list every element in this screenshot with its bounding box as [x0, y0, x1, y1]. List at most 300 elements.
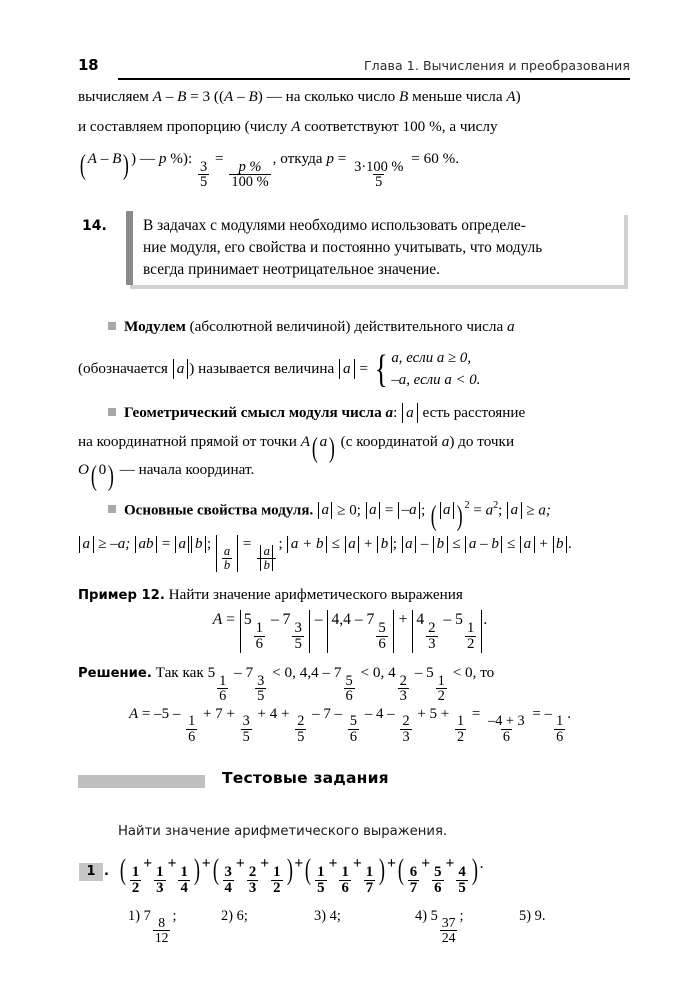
text-fragment: %): [166, 150, 196, 167]
numerator: 1 [131, 863, 140, 880]
abs-value-a [520, 536, 535, 553]
denominator: 7 [365, 879, 374, 896]
fraction [408, 865, 419, 897]
fraction [344, 674, 355, 705]
option-label: 4) [415, 908, 427, 924]
math-var-b: b [380, 536, 389, 552]
denominator: 2 [131, 879, 140, 896]
fraction-final [554, 714, 565, 744]
text-fragment: – [410, 664, 427, 681]
math-var-A: A [300, 433, 310, 450]
abs-value-b [191, 536, 206, 553]
task-number-dot: . [104, 864, 109, 879]
paren-close: ) [329, 431, 336, 464]
abs-value-a [402, 536, 417, 553]
abs-value-a-minus-b [465, 536, 502, 553]
callout-box [126, 211, 624, 285]
text-fragment: + 5 + [413, 706, 454, 722]
denominator: 4 [224, 879, 232, 896]
numerator: 1 [341, 863, 349, 880]
text-fragment: ; [421, 502, 430, 519]
denominator [257, 558, 276, 572]
math-var-A: A [212, 611, 223, 628]
numerator: 5 [345, 672, 353, 689]
paren-close: ) [379, 854, 386, 887]
abs-value-neg-a [398, 502, 420, 519]
task-expression [118, 855, 484, 896]
text-fragment: = [239, 536, 256, 552]
mixed-number [366, 611, 390, 652]
numerator: 3 [224, 863, 232, 880]
denominator: 4 [180, 879, 188, 896]
denominator: 6 [255, 635, 264, 652]
text-fragment: меньше числа [408, 88, 507, 105]
denominator: b [223, 557, 231, 572]
numerator: 1 [156, 863, 164, 880]
numerator: 1 [365, 863, 374, 880]
numerator: 5 [434, 863, 442, 880]
mixed-number [455, 611, 478, 652]
callout-text-line: всегда принимает неотрицательное значение. [143, 261, 440, 278]
denominator: 2 [466, 635, 475, 652]
text-fragment: (с координатой [336, 433, 442, 450]
integer-part: 5 [207, 664, 216, 681]
text-fragment: ; [206, 536, 215, 552]
text-fragment: – 7 – [308, 706, 346, 722]
text-fragment: . [568, 536, 572, 552]
math-var-a: a [405, 536, 413, 552]
denominator: 5 [458, 879, 466, 896]
properties-term: Основные свойства модуля. [124, 502, 314, 519]
option-integer: 4 [329, 908, 337, 924]
abs-value-b [433, 536, 448, 553]
math-var-B: B [248, 88, 258, 105]
paren-group: ) [108, 459, 114, 492]
paragraph-line-3 [78, 150, 459, 190]
denominator: 5 [297, 729, 305, 746]
denominator: 6 [378, 635, 386, 652]
mixed-number [333, 664, 357, 705]
text-fragment: ) — на сколько число [257, 88, 400, 105]
square-bullet-icon [108, 505, 116, 513]
math-var-b: b [263, 557, 270, 572]
denominator: 6 [345, 688, 353, 705]
math-var-a: a [263, 543, 270, 558]
text-fragment: – [310, 611, 327, 628]
numerator: 2 [248, 863, 257, 880]
math-var-a: a [441, 433, 450, 450]
denominator: 2 [273, 879, 281, 896]
numerator: 3 [294, 619, 302, 636]
abs-value-b [377, 536, 392, 553]
fraction [130, 865, 141, 897]
zero-value: 0 [98, 461, 107, 478]
callout-number: 14. [82, 218, 107, 234]
fraction [456, 865, 467, 897]
denominator: 5 [242, 729, 250, 746]
math-var-b: b [556, 536, 564, 552]
fraction [465, 621, 476, 653]
solution-line [78, 664, 494, 704]
plus-sign: + [421, 855, 431, 872]
denominator: 3 [399, 688, 407, 705]
numerator: 5 [378, 619, 386, 636]
fraction [348, 714, 359, 744]
numerator: 1 [255, 619, 264, 636]
abs-value-a [173, 359, 189, 379]
option-label: 3) [314, 908, 326, 924]
definition-line-1 [108, 318, 515, 336]
text-fragment: = [468, 706, 485, 722]
fraction [315, 865, 326, 897]
math-var-p: p [326, 150, 334, 167]
math-var-a: a [510, 502, 519, 519]
fraction [254, 621, 265, 653]
plus-sign: + [235, 855, 245, 872]
example-statement [78, 586, 463, 604]
numerator: 2 [402, 713, 410, 730]
page-header [78, 56, 630, 82]
math-var-a: a [342, 360, 351, 378]
integer-part: 4 [416, 611, 425, 628]
denominator: 7 [409, 879, 418, 896]
paren-open: ( [212, 854, 219, 887]
integer-part: 7 [366, 611, 375, 628]
math-var-a: a [321, 502, 329, 519]
fraction [455, 714, 466, 744]
denominator: 6 [556, 729, 564, 746]
text-fragment: есть расстояние [418, 404, 526, 421]
text-fragment: ≥ –a; [94, 536, 134, 552]
denominator: 5 [375, 174, 383, 191]
fraction [292, 621, 303, 653]
text-fragment: = – [528, 706, 553, 722]
option-suffix: ; [459, 908, 464, 924]
fraction [255, 674, 266, 705]
numerator: 2 [428, 619, 436, 636]
fraction [376, 621, 387, 653]
abs-term-3 [412, 610, 482, 653]
callout-text-line: ние модуля, его свойства и постоянно учитывать, что модуль [143, 239, 543, 256]
option-suffix: . [541, 908, 546, 924]
fraction [223, 865, 234, 897]
option-integer: 6 [236, 908, 244, 924]
integer-part: 4 [388, 664, 396, 681]
numerator: 1 [437, 672, 445, 689]
option-suffix: ; [243, 908, 248, 924]
text-fragment: + [360, 536, 377, 552]
abs-value-a [366, 502, 381, 519]
paren-open: ( [79, 148, 86, 181]
answer-option-4[interactable] [415, 908, 463, 945]
numerator: 1 [317, 863, 325, 880]
math-var-a: a [443, 502, 451, 519]
text-fragment: = [157, 536, 174, 552]
integer-part: 7 [245, 664, 254, 681]
geometric-term: Геометрический смысл модуля числа [124, 404, 386, 421]
numerator: 37 [441, 915, 456, 931]
fraction-p-100 [229, 160, 270, 191]
math-var-p: p [158, 150, 167, 167]
option-suffix: ; [172, 908, 177, 924]
fraction-absa-absb [257, 545, 276, 572]
math-var-a: a [385, 404, 394, 421]
math-var-a: a [178, 536, 186, 552]
text-fragment: — начала координат. [115, 461, 255, 478]
numerator: 3 [199, 158, 208, 175]
abs-value-a [260, 545, 273, 558]
numerator: 1 [273, 863, 281, 880]
fraction [295, 714, 306, 744]
mixed-number [426, 664, 449, 705]
math-var-A: A [291, 118, 301, 135]
fraction [339, 865, 350, 897]
denominator: 3 [402, 729, 410, 746]
text-fragment: ≤ [448, 536, 465, 552]
option-integer: 5 [430, 908, 438, 924]
text-fragment: и составляем пропорцию (числу [78, 118, 292, 135]
fraction [440, 916, 458, 945]
integer-part: 7 [282, 611, 291, 628]
section-title: Тестовые задания [222, 769, 389, 787]
text-fragment: ; [278, 536, 287, 552]
text-fragment: – [233, 88, 249, 105]
text-fragment: Найти значение арифметического выражения [164, 586, 463, 603]
text-fragment: = [222, 611, 239, 628]
text-fragment: = 60 %. [407, 150, 460, 167]
numerator: 3 [242, 713, 250, 730]
integer-part: 5 [455, 611, 463, 628]
text-fragment: = [211, 150, 228, 167]
text-fragment: = [355, 360, 372, 378]
math-expr: a – b [468, 536, 499, 552]
denominator: 6 [188, 729, 196, 746]
running-title: Глава 1. Вычисления и преобразования [363, 58, 630, 73]
math-var-a: a [319, 433, 328, 450]
numerator: 1 [180, 863, 188, 880]
fraction-3-5 [198, 160, 209, 191]
paren-close: ) [123, 148, 130, 181]
numerator: 8 [158, 915, 166, 931]
task-instruction: Найти значение арифметического выражения. [118, 824, 448, 839]
answer-option-1[interactable] [128, 908, 176, 945]
abs-value-a [79, 536, 94, 553]
text-fragment: = [381, 502, 398, 519]
denominator: 6 [219, 688, 227, 705]
numerator: 3 [257, 672, 265, 689]
text-fragment: Так как [151, 664, 208, 681]
task-number-badge: 1 [79, 863, 103, 881]
text-fragment: (обозначается [78, 360, 172, 378]
text-fragment: соответствуют 100 %, а числу [300, 118, 498, 135]
abs-value-a [345, 536, 360, 553]
math-var-A: A [152, 88, 162, 105]
text-fragment: + [535, 536, 552, 552]
option-label: 5) [519, 908, 531, 924]
abs-value-b [260, 559, 273, 572]
answer-option-3[interactable] [314, 908, 341, 925]
text-fragment: = [469, 502, 486, 519]
geometric-line-3 [78, 459, 255, 492]
denominator: 2 [457, 729, 465, 746]
text-fragment: ; [498, 502, 507, 519]
abs-value-a [402, 403, 418, 423]
text-fragment: ) называется величина [189, 360, 338, 378]
plus-sign: + [143, 855, 153, 872]
geometric-line-1 [108, 403, 525, 423]
denominator: 5 [294, 635, 302, 652]
integer-part: 5 [426, 664, 434, 681]
brace-icon: { [374, 347, 388, 391]
paren-close: ) [471, 854, 478, 887]
answer-option-2[interactable] [221, 908, 248, 925]
text-fragment: – [439, 611, 456, 628]
math-var-a: a [507, 318, 515, 335]
fraction-3x100-5 [352, 160, 405, 191]
text-fragment: < 0, то [448, 664, 495, 681]
square-bullet-icon [108, 322, 116, 330]
paren-close: ) [456, 501, 463, 533]
text-fragment: + 7 + [199, 706, 239, 722]
text-fragment: , откуда [272, 150, 327, 167]
fraction [217, 674, 228, 705]
fraction [153, 916, 171, 945]
text-fragment: ) [515, 88, 521, 105]
header-divider [118, 78, 630, 80]
paren-group: ( [90, 459, 97, 492]
text-fragment: < 0, [268, 664, 300, 681]
denominator: 3 [428, 635, 436, 652]
mixed-number [282, 611, 306, 652]
abs-term-1 [240, 610, 310, 653]
mixed-number [388, 664, 411, 705]
text-fragment: . [567, 706, 571, 722]
text-fragment: = –5 – [138, 706, 185, 722]
text-fragment: – [417, 536, 433, 552]
denominator: 6 [434, 879, 442, 896]
numerator: 6 [409, 863, 418, 880]
math-var-a: a [485, 502, 494, 519]
plus-sign: + [201, 855, 211, 872]
plus-sign: + [445, 855, 455, 872]
abs-value-a [318, 502, 333, 519]
numerator: –4 + 3 [488, 713, 525, 730]
math-var-a: a [176, 360, 185, 378]
numerator: 1 [466, 619, 475, 636]
option-suffix: ; [336, 908, 341, 924]
spacer [313, 502, 317, 518]
piecewise-cases [372, 348, 481, 391]
paren-close: ) [286, 854, 293, 887]
mixed-number [245, 664, 269, 705]
numerator: 2 [399, 672, 407, 689]
numerator [257, 545, 276, 558]
abs-value-b [553, 536, 568, 553]
option-label: 2) [221, 908, 233, 924]
math-var-O: O [78, 461, 89, 478]
section-band-decoration [78, 775, 205, 788]
denominator: 5 [199, 174, 208, 191]
text-fragment: ≥ 0; [333, 502, 365, 519]
option-integer: 7 [143, 908, 151, 924]
denominator: 12 [154, 930, 169, 946]
text-fragment: вычисляем [78, 88, 153, 105]
math-var-B: B [399, 88, 409, 105]
exponent: 2 [464, 500, 470, 511]
math-var-a: a [348, 536, 356, 552]
mixed-number [207, 664, 231, 705]
math-var-a: a [369, 502, 377, 519]
abs-term-2 [327, 610, 393, 653]
denominator: 3 [248, 879, 257, 896]
math-var-A: A [128, 706, 139, 722]
text-fragment: – [230, 664, 246, 681]
text-fragment: ) — [131, 150, 159, 167]
plus-sign: + [328, 855, 338, 872]
math-var-a: a [82, 536, 90, 552]
properties-line-1 [108, 500, 551, 533]
math-var-A: A [87, 150, 97, 167]
math-expr: a + b [290, 536, 324, 552]
square-bullet-icon [108, 408, 116, 416]
text-fragment: – [161, 88, 178, 105]
mixed-number [416, 611, 439, 652]
denominator: 5 [317, 879, 325, 896]
abs-value-a [339, 359, 355, 379]
text-fragment: = [333, 150, 351, 167]
plus-sign: + [294, 855, 304, 872]
abs-value-ab [135, 536, 157, 553]
denominator: 100 % [231, 174, 269, 191]
case-row: a, если a ≥ 0, [391, 350, 472, 366]
abs-value-fraction [216, 535, 238, 572]
paragraph-line-1 [78, 88, 521, 106]
fraction-a-b [222, 545, 232, 572]
math-var-a: a [406, 404, 414, 421]
math-expr: –a [401, 502, 417, 519]
text-fragment: 4,4 – [331, 611, 367, 628]
numerator: 1 [457, 713, 465, 730]
geometric-line-2 [78, 431, 515, 464]
fraction [178, 865, 189, 897]
example-equation [0, 610, 700, 653]
text-fragment: – 4 – [360, 706, 399, 722]
math-expr: ab [138, 536, 154, 552]
paren-open: ( [305, 854, 312, 887]
fraction [154, 865, 165, 897]
properties-line-2 [78, 535, 572, 572]
text-fragment: ) до точки [449, 433, 515, 450]
answer-option-5[interactable] [519, 908, 545, 925]
denominator: 3 [156, 879, 164, 896]
abs-value-a [440, 502, 455, 519]
fraction [271, 865, 282, 897]
text-fragment: ; [392, 536, 401, 552]
abs-value-a-plus-b [287, 536, 327, 553]
denominator: 6 [341, 879, 349, 896]
numerator: 1 [219, 672, 227, 689]
denominator: 6 [502, 729, 510, 746]
text-fragment: ≤ [503, 536, 520, 552]
abs-value-a [507, 502, 522, 519]
text-fragment: . [479, 855, 484, 872]
text-fragment: на координатной прямой от точки [78, 433, 301, 450]
numerator: 3·100 % [354, 158, 404, 175]
callout-text-line: В задачах с модулями необходимо использовать определе- [143, 217, 526, 234]
plus-sign: + [352, 855, 362, 872]
option-integer: 9 [534, 908, 542, 924]
text-fragment: – [267, 611, 283, 628]
